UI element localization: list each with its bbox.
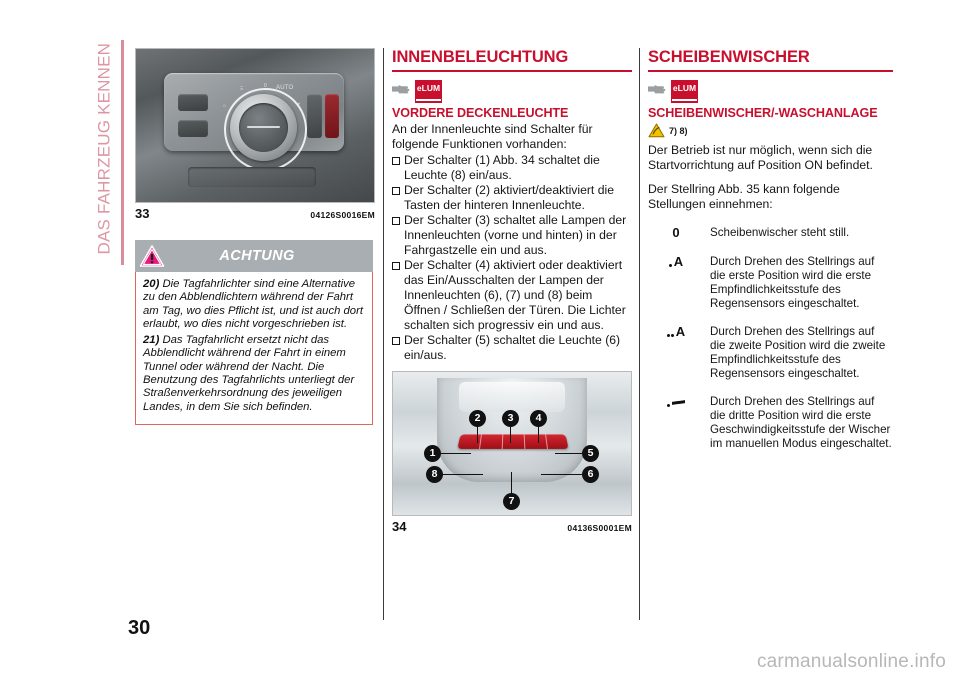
table-row: [648, 226, 893, 255]
elum-reference-row: [648, 79, 893, 99]
dashboard-vent: [188, 167, 316, 187]
button-divider: [502, 434, 504, 448]
achtung-item-ref: 20): [143, 278, 160, 290]
warning-triangle-icon: [139, 244, 165, 268]
list-item: [392, 258, 632, 333]
callout-bubble: 7: [503, 493, 520, 510]
elum-reference-row: [392, 79, 632, 99]
table-row: [648, 395, 893, 465]
list-item: [392, 183, 632, 213]
square-bullet-icon: [392, 187, 400, 195]
wiper-symbol-zero-icon: 0: [672, 225, 680, 240]
callout-bubble: 3: [502, 410, 519, 427]
figure-34-caption: [392, 519, 632, 534]
button-divider: [479, 434, 482, 448]
callout-bubble: 4: [530, 410, 547, 427]
intro-paragraph: An der Innenleuchte sind Schalter für folgende Funktionen vorhanden:: [392, 122, 593, 151]
table-row: [648, 325, 893, 395]
table-row: [648, 255, 893, 325]
callout-leader-8: [443, 474, 483, 475]
caution-triangle-icon: [648, 123, 665, 138]
achtung-body: [135, 272, 373, 425]
wiper-description-cell: Durch Drehen des Stellrings auf die erste Position wird die erste Empfindlichkeitsstufe des Regensensors eingeschaltet.: [710, 255, 875, 310]
wiper-symbol-cell: [648, 255, 710, 325]
esc-off-button: [178, 120, 208, 137]
callout-leader-5: [555, 453, 583, 454]
wiper-symbol-dash-icon: [667, 395, 685, 409]
knob-highlight-ring: [224, 88, 307, 171]
site-watermark: carmanualsonline.info: [756, 651, 946, 672]
switch-function-list: [392, 153, 632, 363]
knob-label-off: Ξ: [240, 86, 244, 92]
knob-label-lights: ◑: [297, 101, 301, 107]
operation-paragraph: Der Betrieb ist nur möglich, wenn sich die Startvorrichtung auf Position ON befindet.: [648, 143, 873, 172]
list-item-text: Der Schalter (1) Abb. 34 schaltet die Leuchte (8) ein/aus.: [404, 153, 600, 182]
callout-bubble: 1: [424, 445, 441, 462]
achtung-item: [143, 278, 365, 331]
right-column: [648, 48, 893, 465]
figure-34-code: 04136S0001EM: [567, 523, 632, 533]
stellring-paragraph: Der Stellring Abb. 35 kann folgende Stellungen einnehmen:: [648, 182, 840, 211]
square-bullet-icon: [392, 217, 400, 225]
switch-panel: [164, 73, 344, 151]
list-item-text: Der Schalter (3) schaltet alle Lampen der Innenleuchten (vorne und hinten) in der Fahrgastzelle ein und aus.: [404, 213, 627, 257]
subsection-title-scheibenwischer-waschanlage: SCHEIBENWISCHER/-WASCHANLAGE: [648, 106, 878, 120]
figure-33-code: 04126S0016EM: [310, 210, 375, 220]
achtung-item-ref: 21): [143, 334, 160, 347]
callout-leader-6: [541, 474, 583, 475]
column-divider-right: [639, 48, 640, 620]
elum-badge: eLUM: [415, 80, 442, 99]
figure-34: [392, 371, 632, 534]
parking-sensor-button: [178, 94, 208, 111]
callout-leader-7: [511, 472, 512, 494]
achtung-item: [143, 334, 365, 414]
achtung-item-text: Das Tagfahrlicht ersetzt nicht das Abblendlicht während der Fahrt in einem Tunnel oder während der Nacht. Die Benutzung des Tagfahrlichts unterliegt der Straßenverkehrsordnung des jeweiligen Landes, in dem Sie sich befinden.: [143, 334, 355, 413]
callout-leader-1: [441, 453, 471, 454]
middle-column: [392, 48, 632, 534]
figure-33-number: 33: [135, 206, 150, 221]
list-item: [392, 213, 632, 258]
square-bullet-icon: [392, 337, 400, 345]
elum-badge: eLUM: [671, 80, 698, 99]
wiper-positions-table: [648, 226, 893, 465]
callout-bubble: 8: [426, 466, 443, 483]
headlight-switch-image: [135, 48, 375, 203]
wiper-symbol-cell: [648, 226, 710, 255]
wiper-description-cell: Durch Drehen des Stellrings auf die zweite Position wird die zweite Empfindlichkeitsstufe des Regensensors eingeschaltet.: [710, 325, 886, 380]
wiper-description-cell: Durch Drehen des Stellrings auf die dritte Position wird die erste Geschwindigkeitsstufe der Wischer im manuellen Modus eingeschaltet.: [710, 395, 892, 450]
square-bullet-icon: [392, 262, 400, 270]
figure-34-number: 34: [392, 519, 407, 534]
section-title-innenbeleuchtung: INNENBELEUCHTUNG: [392, 48, 632, 72]
achtung-header: [135, 240, 373, 272]
figure-33-caption: [135, 206, 375, 221]
wiper-description-cell: Scheibenwischer steht still.: [710, 226, 850, 239]
callout-bubble: 6: [582, 466, 599, 483]
wiper-symbol-two-dot-a-icon: A: [667, 325, 685, 339]
section-title-scheibenwischer: SCHEIBENWISCHER: [648, 48, 893, 72]
wiper-symbol-one-dot-a-icon: A: [669, 255, 683, 269]
list-item: [392, 333, 632, 363]
warning-reference-row: [648, 122, 893, 139]
achtung-title: ACHTUNG: [219, 248, 295, 264]
button-divider: [524, 434, 526, 448]
column-divider-left: [383, 48, 384, 620]
dome-light-image: [392, 371, 632, 516]
list-item-text: Der Schalter (4) aktiviert oder deaktiviert das Ein/Ausschalten der Lampen der Innenleuchten (6), (7) und (8) beim Öffnen / Schließen der Türen. Die Lichter schalten sich progressiv ein und aus.: [404, 258, 626, 332]
chapter-side-tab: [84, 40, 124, 265]
knob-label-park: ☼: [222, 103, 227, 109]
wiper-symbol-cell: [648, 325, 710, 395]
chapter-tab-label: DAS FAHRZEUG KENNEN: [94, 42, 114, 255]
achtung-warning-box: [135, 240, 373, 425]
square-bullet-icon: [392, 157, 400, 165]
dome-light-lens: [459, 382, 565, 412]
chapter-tab-rule: [121, 40, 124, 265]
page-number: 30: [128, 617, 151, 639]
dome-light-button-bar: [457, 434, 568, 448]
hazard-light-button: [325, 94, 339, 138]
subsection-title-vordere-deckenleuchte: VORDERE DECKENLEUCHTE: [392, 106, 569, 120]
list-item: [392, 153, 632, 183]
list-item-text: Der Schalter (5) schaltet die Leuchte (6) ein/aus.: [404, 333, 621, 362]
wiper-symbol-cell: [648, 395, 710, 465]
left-column: [135, 48, 375, 221]
achtung-item-text: Die Tagfahrlichter sind eine Alternative zu den Abblendlichtern während der Fahrt am Tag, wo dies Pflicht ist, und ist auch dort erlaubt, wo dies nicht vorgeschrieben ist.: [143, 278, 363, 330]
figure-33: [135, 48, 375, 221]
button-divider: [545, 434, 548, 448]
knob-label-auto: AUTO: [276, 85, 294, 91]
callout-bubble: 5: [582, 445, 599, 462]
dimmer-slider: [307, 94, 322, 138]
knob-label-zero: 0: [264, 83, 267, 89]
list-item-text: Der Schalter (2) aktiviert/deaktiviert die Tasten der hinteren Innenleuchte.: [404, 183, 614, 212]
pointing-hand-icon: [648, 82, 667, 96]
callout-bubble: 2: [469, 410, 486, 427]
warning-reference-numbers: 7) 8): [669, 125, 688, 136]
pointing-hand-icon: [392, 82, 411, 96]
